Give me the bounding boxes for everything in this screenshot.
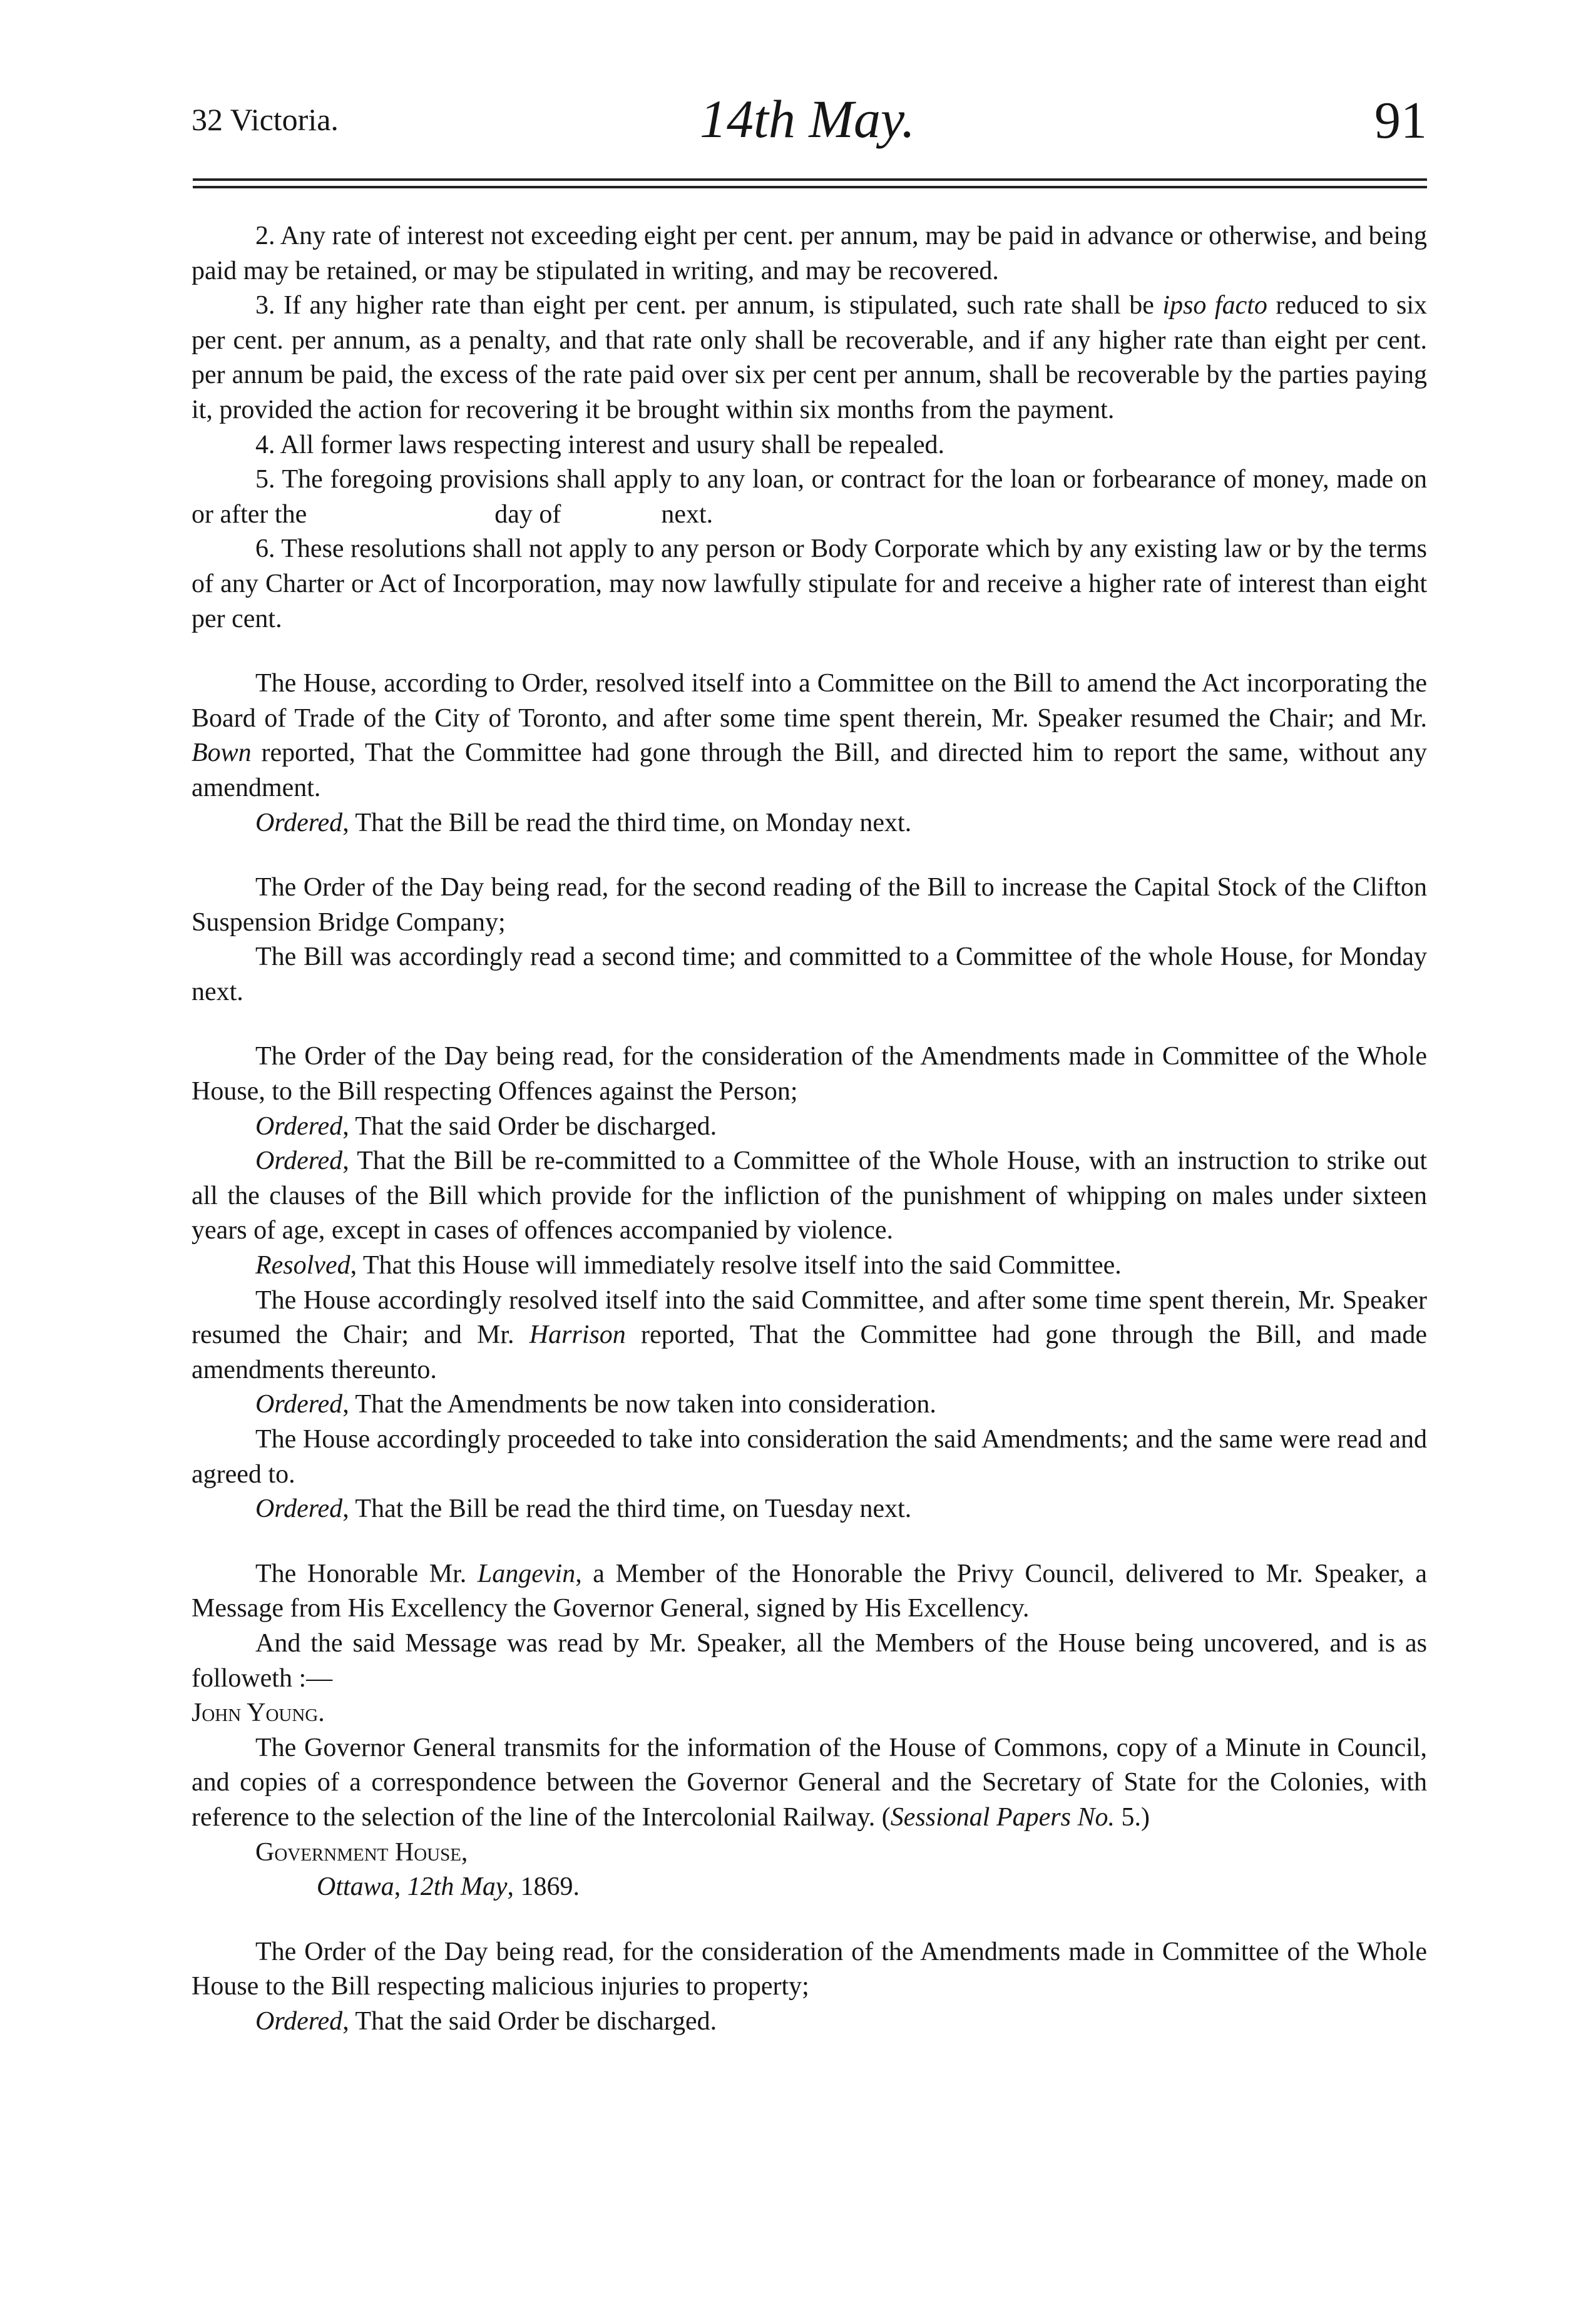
offences-committee-report: The House accordingly resolved itself into the said Committee, and after some time spent therein, Mr. Speaker resumed the Chair; and Mr. Harrison reported, That the Committee had gone through the Bill, and made amendments thereunto. xyxy=(192,1285,1427,1384)
offences-ordered-discharged: Ordered, That the said Order be discharged. xyxy=(255,1111,717,1141)
offences-agreed: The House accordingly proceeded to take into consideration the said Amendments; and the same were read and agreed to. xyxy=(192,1425,1427,1489)
resolution-5: 5. The foregoing provisions shall apply to any loan, or contract for the loan or forbearance of money, made on or after the day of next. xyxy=(192,465,1427,529)
offences-ordered-recommitted: Ordered, That the Bill be re-committed to a Committee of the Whole House, with an instruction to strike out all the clauses of the Bill which provide for the infliction of the punishment of whipping on males under sixteen years of age, except in cases of offences accompanied by violence. xyxy=(192,1146,1427,1245)
page-date: 14th May. xyxy=(700,89,915,149)
malicious-order: The Order of the Day being read, for the consideration of the Amendments made in Committee of the Whole House to the Bill respecting malicious injuries to property; xyxy=(192,1937,1427,2001)
page-body xyxy=(192,219,1427,2040)
resolution-2: 2. Any rate of interest not exceeding eight per cent. per annum, may be paid in advance or otherwise, and being paid may be retained, or may be stipulated in writing, and may be recovered. xyxy=(192,222,1427,285)
page-number: 91 xyxy=(1374,91,1427,150)
header-rule-top xyxy=(193,178,1427,181)
offences-resolved: Resolved, That this House will immediately resolve itself into the said Committee. xyxy=(255,1251,1122,1280)
session-label: 32 Victoria. xyxy=(192,102,339,137)
malicious-ordered-discharged: Ordered, That the said Order be discharged. xyxy=(255,2006,717,2036)
offences-ordered-consideration: Ordered, That the Amendments be now taken into consideration. xyxy=(255,1390,936,1419)
board-of-trade-ordered: Ordered, That the Bill be read the third time, on Monday next. xyxy=(255,808,912,837)
message-body: The Governor General transmits for the information of the House of Commons, copy of a Minute in Council, and copies of a correspondence between the Governor General and the Secretary of State for the Colonies, with reference to the selection of the line of the Intercolonial Railway. (Sessional Papers No. 5.) xyxy=(192,1733,1427,1832)
offences-ordered-third-reading: Ordered, That the Bill be read the third time, on Tuesday next. xyxy=(255,1494,912,1524)
clifton-second-reading: The Bill was accordingly read a second time; and committed to a Committee of the whole House, for Monday next. xyxy=(192,942,1427,1006)
message-delivered: The Honorable Mr. Langevin, a Member of the Honorable the Privy Council, delivered to Mr. Speaker, a Message from His Excellency the Governor General, signed by His Excellency. xyxy=(192,1559,1427,1623)
offences-order: The Order of the Day being read, for the consideration of the Amendments made in Committee of the Whole House, to the Bill respecting Offences against the Person; xyxy=(192,1042,1427,1106)
page-header xyxy=(188,88,1427,156)
message-place: Government House, xyxy=(255,1837,468,1867)
resolution-6: 6. These resolutions shall not apply to any person or Body Corporate which by any existing law or by the terms of any Charter or Act of Incorporation, may now lawfully stipulate for and receive a higher rate of interest than eight per cent. xyxy=(192,534,1427,633)
header-rule-bottom xyxy=(193,186,1427,188)
resolution-3: 3. If any higher rate than eight per cent. per annum, is stipulated, such rate shall be ipso facto reduced to six per cent. per annum, as a penalty, and that rate only shall be recoverable, and if any higher rate than eight per cent. per annum be paid, the excess of the rate paid over six per cent per annum, shall be recoverable by the parties paying it, provided the action for recovering it be brought within six months from the payment. xyxy=(192,291,1428,424)
message-date: Ottawa, 12th May, 1869. xyxy=(317,1872,580,1902)
message-signature: John Young. xyxy=(192,1698,325,1728)
board-of-trade-report: The House, according to Order, resolved itself into a Committee on the Bill to amend the Act incorporating the Board of Trade of the City of Toronto, and after some time spent therein, Mr. Speaker resumed the Chair; and Mr. Bown reported, That the Committee had gone through the Bill, and directed him to report the same, without any amendment. xyxy=(192,669,1427,802)
message-read: And the said Message was read by Mr. Speaker, all the Members of the House being uncovered, and is as followeth :— xyxy=(192,1628,1427,1693)
clifton-order: The Order of the Day being read, for the second reading of the Bill to increase the Capital Stock of the Clifton Suspension Bridge Company; xyxy=(192,873,1427,937)
resolution-4: 4. All former laws respecting interest and usury shall be repealed. xyxy=(255,430,944,459)
